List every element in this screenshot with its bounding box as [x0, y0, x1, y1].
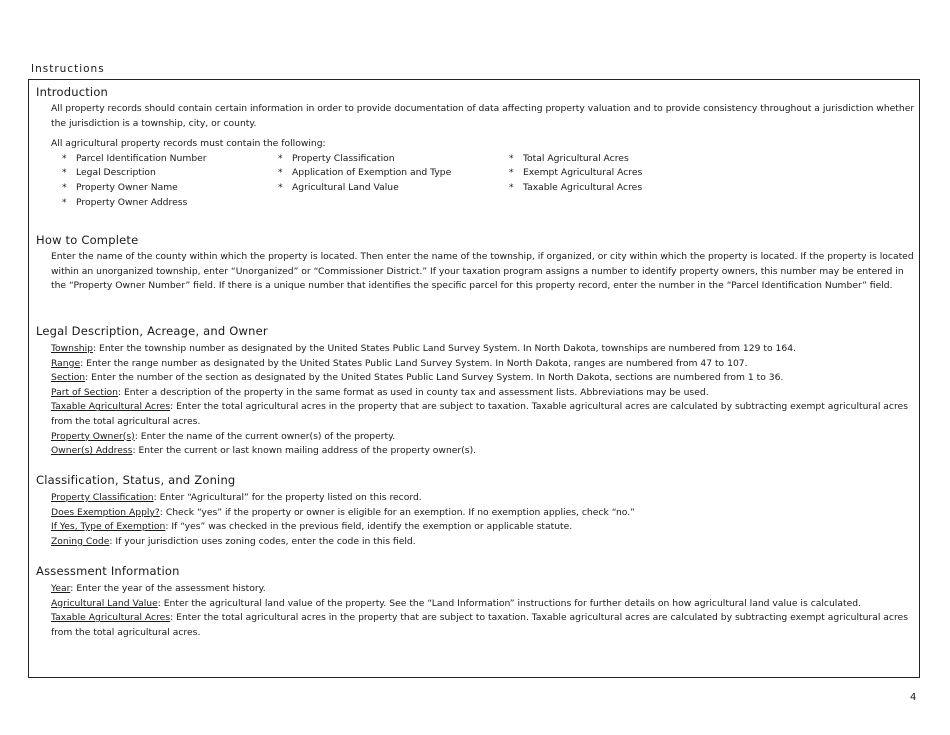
definition-item: Does Exemption Apply?: Check “yes” if the property or owner is eligible for an exemption. If no exemption applies, check “no.” [51, 506, 635, 518]
definition-item: Property Classification: Enter “Agricultural” for the property listed on this record. [51, 492, 422, 503]
list-item: * Agricultural Land Value [278, 181, 451, 196]
definition-item: Owner(s) Address: Enter the current or last known mailing address of the property owner(s). [51, 445, 477, 457]
fields-column [278, 152, 451, 196]
list-item: * Total Agricultural Acres [509, 152, 642, 167]
list-item: * Legal Description [62, 166, 207, 181]
term-label: Zoning Code [51, 535, 110, 547]
bullet-marker: * [509, 152, 514, 164]
term-label: Taxable Agricultural Acres [51, 612, 171, 624]
list-item: * Parcel Identification Number [62, 152, 207, 167]
definition-item: Taxable Agricultural Acres: Enter the total agricultural acres in the property that are subject to taxation. Taxable agricultural acres are calculated by subtracting exempt agricultural acres from the total agricultural acres. [51, 401, 908, 427]
legal-description-section [36, 324, 916, 459]
list-item: * Property Owner Address [62, 196, 207, 211]
section-title: Introduction [36, 85, 109, 99]
bullet-marker: * [62, 167, 67, 179]
fields-column [62, 152, 207, 210]
page-number: 4 [910, 692, 917, 703]
term-label: Owner(s) Address [51, 445, 133, 457]
definition-item: Agricultural Land Value: Enter the agricultural land value of the property. See the “Land Information” instructions for further details on how agricultural land value is calculated. [51, 597, 861, 609]
definition-list [51, 491, 916, 549]
bullet-marker: * [509, 167, 514, 179]
required-fields-list [62, 152, 916, 212]
definition-list [51, 342, 916, 459]
assessment-section [36, 564, 916, 640]
definition-item: Part of Section: Enter a description of the property in the same format as used in county tax and assessment lists. Abbreviations may be used. [51, 386, 709, 398]
list-item: * Property Classification [278, 152, 451, 167]
intro-list-lead: All agricultural property records must contain the following: [51, 138, 326, 150]
introduction-section [36, 85, 916, 212]
bullet-marker: * [278, 152, 283, 164]
section-title: Legal Description, Acreage, and Owner [36, 324, 268, 338]
term-label: Property Owner(s) [51, 430, 135, 442]
definition-item: If Yes, Type of Exemption: If “yes” was checked in the previous field, identify the exemption or applicable statute. [51, 521, 573, 533]
list-item: * Taxable Agricultural Acres [509, 181, 642, 196]
term-label: Range [51, 357, 81, 369]
definition-item: Section: Enter the number of the section as designated by the United States Public Land Survey System. In North Dakota, sections are numbered from 1 to 36. [51, 372, 784, 384]
intro-paragraph: All property records should contain certain information in order to provide documentation of data affecting property valuation and to provide consistency throughout a jurisdiction whether the jurisdiction is a township, city, or county. [51, 103, 915, 129]
definition-list [51, 582, 916, 640]
classification-section [36, 473, 916, 549]
list-item: * Property Owner Name [62, 181, 207, 196]
term-label: Part of Section [51, 386, 118, 398]
bullet-marker: * [62, 181, 67, 193]
term-label: Township [51, 343, 94, 354]
term-label: Taxable Agricultural Acres [51, 401, 171, 413]
definition-item: Year: Enter the year of the assessment history. [51, 583, 266, 594]
section-title: Assessment Information [36, 564, 180, 578]
definition-item: Taxable Agricultural Acres: Enter the total agricultural acres in the property that are subject to taxation. Taxable agricultural acres are calculated by subtracting exempt agricultural acres from the total agricultural acres. [51, 612, 908, 638]
section-title: How to Complete [36, 233, 139, 247]
bullet-marker: * [62, 196, 67, 208]
term-label: If Yes, Type of Exemption [51, 521, 166, 533]
term-label: Agricultural Land Value [51, 597, 158, 609]
list-item: * Application of Exemption and Type [278, 166, 451, 181]
term-label: Does Exemption Apply? [51, 506, 160, 518]
instructions-box [28, 79, 920, 678]
section-title: Classification, Status, and Zoning [36, 473, 236, 487]
bullet-marker: * [62, 152, 67, 164]
bullet-marker: * [278, 167, 283, 179]
definition-item: Property Owner(s): Enter the name of the current owner(s) of the property. [51, 430, 396, 442]
definition-item: Range: Enter the range number as designated by the United States Public Land Survey System. In North Dakota, ranges are numbered from 47 to 107. [51, 357, 748, 369]
fields-column [509, 152, 642, 196]
term-label: Property Classification [51, 492, 154, 503]
term-label: Section [51, 372, 86, 384]
definition-item: Township: Enter the township number as designated by the United States Public Land Survey System. In North Dakota, townships are numbered from 129 to 164. [51, 343, 796, 354]
how-to-complete-paragraph: Enter the name of the county within which the property is located. Then enter the name of the township, if organized, or city within which the property is located. If the property is located within an unorganized township, enter “Unorganized” or “Commissioner District.” If your taxation program assigns a number to identify property owners, this number may be entered in the “Property Owner Number” field. If there is a unique number that identifies the specific parcel for this property record, enter the number in the “Parcel Identification Number” field. [51, 251, 914, 292]
list-item: * Exempt Agricultural Acres [509, 166, 642, 181]
instructions-heading: Instructions [31, 63, 105, 75]
definition-item: Zoning Code: If your jurisdiction uses zoning codes, enter the code in this field. [51, 535, 416, 547]
bullet-marker: * [278, 181, 283, 193]
term-label: Year [51, 583, 71, 594]
how-to-complete-section [36, 233, 916, 294]
bullet-marker: * [509, 181, 514, 193]
